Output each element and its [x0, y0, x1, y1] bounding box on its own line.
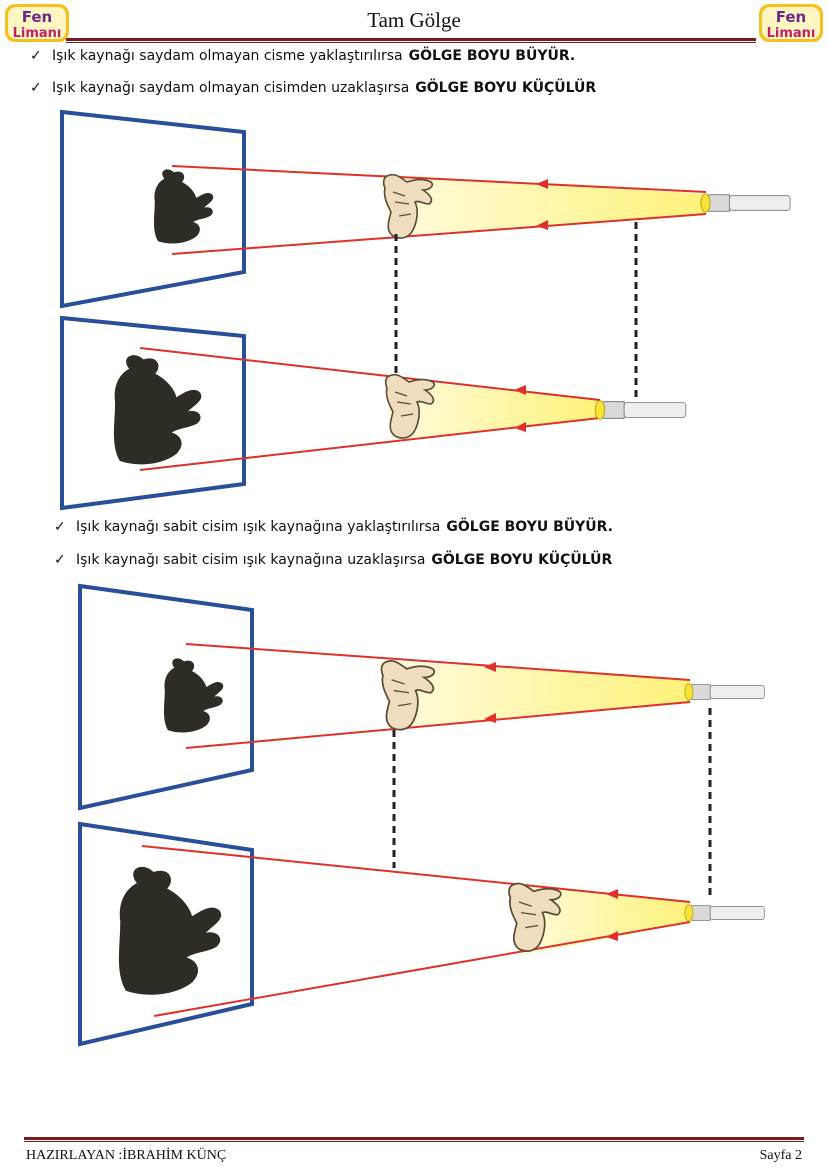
- statement-1: [30, 48, 575, 64]
- footer-rule-thin: [24, 1141, 804, 1142]
- logo-text-top: Fen: [21, 8, 53, 26]
- header-rule-thin: [66, 42, 756, 43]
- statement-text: Işık kaynağı sabit cisim ışık kaynağına uzaklaşırsa: [76, 552, 426, 568]
- page-title: Tam Gölge: [367, 8, 461, 32]
- flashlight-icon: [685, 684, 765, 700]
- statement-emphasis: GÖLGE BOYU BÜYÜR.: [408, 48, 576, 64]
- flashlight-icon: [701, 194, 790, 212]
- statement-emphasis: GÖLGE BOYU KÜÇÜLÜR: [415, 80, 597, 96]
- header-rule: [66, 38, 756, 41]
- statement-emphasis: GÖLGE BOYU BÜYÜR.: [446, 519, 613, 535]
- statement-emphasis: GÖLGE BOYU KÜÇÜLÜR: [431, 552, 613, 568]
- check-icon: ✓: [54, 552, 66, 568]
- author-credit: HAZIRLAYAN :İBRAHİM KÜNÇ: [26, 1148, 227, 1163]
- flashlight-icon: [595, 401, 686, 420]
- logo-text-bottom: Limanı: [766, 26, 816, 41]
- screen-upper: [62, 112, 244, 306]
- statement-text: Işık kaynağı saydam olmayan cisimden uzaklaşırsa: [52, 80, 410, 96]
- check-icon: ✓: [30, 48, 42, 64]
- statement-text: Işık kaynağı saydam olmayan cisme yaklaştırılırsa: [52, 48, 403, 64]
- page-number: Sayfa 2: [759, 1148, 802, 1163]
- fen-limani-logo-right: [756, 2, 826, 44]
- footer-rule: [24, 1137, 804, 1140]
- statement-3: [54, 519, 613, 535]
- logo-text-bottom: Limanı: [12, 26, 62, 41]
- figure-object-moving: [0, 578, 828, 1058]
- check-icon: ✓: [54, 519, 66, 535]
- statement-4: [54, 552, 612, 568]
- logo-text-top: Fen: [775, 8, 807, 26]
- figure-light-source-moving: [0, 100, 828, 520]
- flashlight-icon: [685, 905, 765, 921]
- statement-text: Işık kaynağı sabit cisim ışık kaynağına yaklaştırılırsa: [76, 519, 441, 535]
- statement-2: [30, 80, 596, 96]
- check-icon: ✓: [30, 80, 42, 96]
